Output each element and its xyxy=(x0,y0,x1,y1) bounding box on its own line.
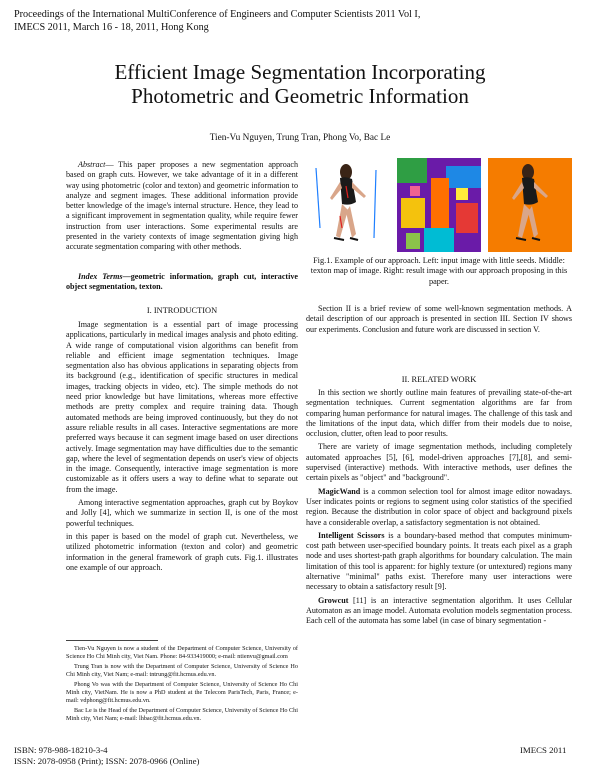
magicwand-paragraph xyxy=(306,487,572,528)
abstract xyxy=(66,160,298,256)
paper-title xyxy=(40,60,560,108)
abstract-label: Abstract xyxy=(78,160,106,169)
section-overview-paragraph: Section II is a brief review of some well-known segmentation methods. A detail description of our approach is presented in section III. Section IV shows our experiments. Conclusion and future work are discussed in section V. xyxy=(306,304,572,334)
footnotes xyxy=(66,645,298,725)
header-line-1: Proceedings of the International MultiConference of Engineers and Computer Scientists 2011 Vol I, xyxy=(14,9,421,20)
result-image xyxy=(488,158,572,252)
footer-conference: IMECS 2011 xyxy=(520,745,567,755)
footnote-author-4: Bac Le is the Head of the Department of Computer Science, University of Science Ho Chi Minh city, Viet Nam; e-mail: lhbac@fit.hcmus.edu.vn. xyxy=(66,707,298,722)
texton-map xyxy=(397,158,481,252)
related-paragraph-1: In this section we shortly outline main features of prevailing state-of-the-art segmentation techniques. Current segmentation algorithms are far from comparing human performance for natural images. The challenge of this task and the limitations of the input data, which differ from their models due to noise, occlusion, clutter, often lead to poor results. xyxy=(306,388,572,439)
footnote-author-3: Phong Vo was with the Department of Computer Science, University of Science Ho Chi Minh city, VietNam. He is now a PhD student at the Telecom ParisTech, Paris, France; e-mail: vdphong@fit.hcmus.edu.vn. xyxy=(66,681,298,704)
index-terms-text: —geometric information, graph cut, interactive object segmentation, texton. xyxy=(66,272,298,292)
scissors-term: Intelligent Scissors xyxy=(318,530,385,540)
scissors-paragraph xyxy=(306,531,572,593)
abstract-text: — This paper proposes a new segmentation approach based on graph cuts. However, we take advantage of it in a different way using photometric (color and texton) and geometric information to analyze and segment images. These additional information provide better knowledge of the image's internal structure. Hence, they lead to a significant improvement in segmentation quality, while require fewer instruction from user interactions. Some experimental results are presented in the variety contexts of image segmentation giving high accurate segmentation comparing with other methods. xyxy=(66,160,298,252)
related-paragraph-2: There are variety of image segmentation methods, including completely automated approaches [5], [6], model-driven approaches [7],[8], and semi-supervised (interactive) methods. With interactive methods, user defines the certain pixels as "object" and "background". xyxy=(306,442,572,483)
section-2-heading: II. RELATED WORK xyxy=(401,375,477,384)
scissors-text: is a boundary-based method that computes minimum-cost path between user-specified boundary points. It treats each pixel as a graph node and uses shortest-path graph algorithms for boundary calculation. The main limitation of this tool is apparent: for highly texture (or untextured) regions many alternative "minimal" paths exist. Therefore many user interactions were necessary to obtain a satisfactory result [9]. xyxy=(306,530,572,592)
proceedings-header xyxy=(14,8,484,34)
index-terms-label: Index Terms xyxy=(78,272,123,281)
header-line-2: IMECS 2011, March 16 - 18, 2011, Hong Kong xyxy=(14,22,209,33)
footnote-author-2: Trung Tran is now with the Department of Computer Science, University of Science Ho Chi Minh city, Viet Nam; e-mail: tntrung@fit.hcmus.edu.vn. xyxy=(66,663,298,678)
input-image xyxy=(306,158,390,252)
section-1-body xyxy=(66,320,298,576)
footnote-author-1: Tien-Vu Nguyen is now a student of the Department of Computer Science, University of Science Ho Chi Minh city, Viet Nam. Phone: 84-933419000; e-mail: ntienvu@gmail.com xyxy=(66,645,298,660)
growcut-paragraph xyxy=(306,596,572,627)
footnote-rule xyxy=(66,640,158,641)
footer-isbn xyxy=(14,745,199,767)
issn: ISSN: 2078-0958 (Print); ISSN: 2078-0966 (Online) xyxy=(14,756,200,766)
magicwand-term: MagicWand xyxy=(318,486,361,496)
figure-1 xyxy=(306,158,572,252)
magicwand-text: is a common selection tool for almost image editor nowadays. User indicates points or regions to segment using color statistics of the specified region. Because the distribution in color space of object and background pixels have a considerable overlap, a satisfactory segmentation is not obtained. xyxy=(306,486,572,527)
isbn: ISBN: 978-988-18210-3-4 xyxy=(14,745,108,755)
intro-paragraph-3: in this paper is based on the model of graph cut. Nevertheless, we utilized photometric information (texton and color) and geometric information in the general framework of graph cuts. Fig.1. illustrates one example of our approach. xyxy=(66,531,298,572)
section-1-heading: I. INTRODUCTION xyxy=(146,306,218,315)
section-overview xyxy=(306,304,572,338)
growcut-text: [11] is an interactive segmentation algorithm. It uses Cellular Automaton as an image model. Automata evolution models segmentation process. Each cell of the automata has some label (in case of binary segmentation - xyxy=(306,595,572,626)
intro-paragraph-1: Image segmentation is a essential part of image processing applications, particularly in medical images analysis and photo editing. A wide range of computational vision algorithms can benefit from reliable and efficient image segmentation techniques. Image segmentation also has obvious applications in separating objects from its background (e.g., identification of specific structures in medical images, tracking objects in video, etc). The simple methods do not need prior knowledge but have limitations, whereas more effective methods are pretty complex and require training data. Though automated methods are being improved continuously, but they do not assure reliable results in all cases. Interactive segmentations are more preferred ways because it can segment image based on user directions actively. Image segmentation may have difficulties due to the semantic gap, where the level of segmentation depends on user's view of objects in the image. Consequently, interactive image segmentation is more customizable as it offers users a way to define what to separate out from the image. xyxy=(66,320,298,494)
index-terms xyxy=(66,272,298,296)
title-line-1: Efficient Image Segmentation Incorporating xyxy=(114,60,486,84)
title-line-2: Photometric and Geometric Information xyxy=(131,84,469,108)
author-list: Tien-Vu Nguyen, Trung Tran, Phong Vo, Bac Le xyxy=(209,133,391,143)
section-2-body xyxy=(306,388,572,630)
growcut-term: Growcut xyxy=(318,595,349,605)
intro-paragraph-2: Among interactive segmentation approaches, graph cut by Boykov and Jolly [4], which we summarize in section II, is one of the most powerful techniques. xyxy=(66,498,298,528)
figure-1-caption: Fig.1. Example of our approach. Left: input image with little seeds. Middle: texton map of image. Right: result image with our approach proposing in this paper. xyxy=(310,256,568,286)
